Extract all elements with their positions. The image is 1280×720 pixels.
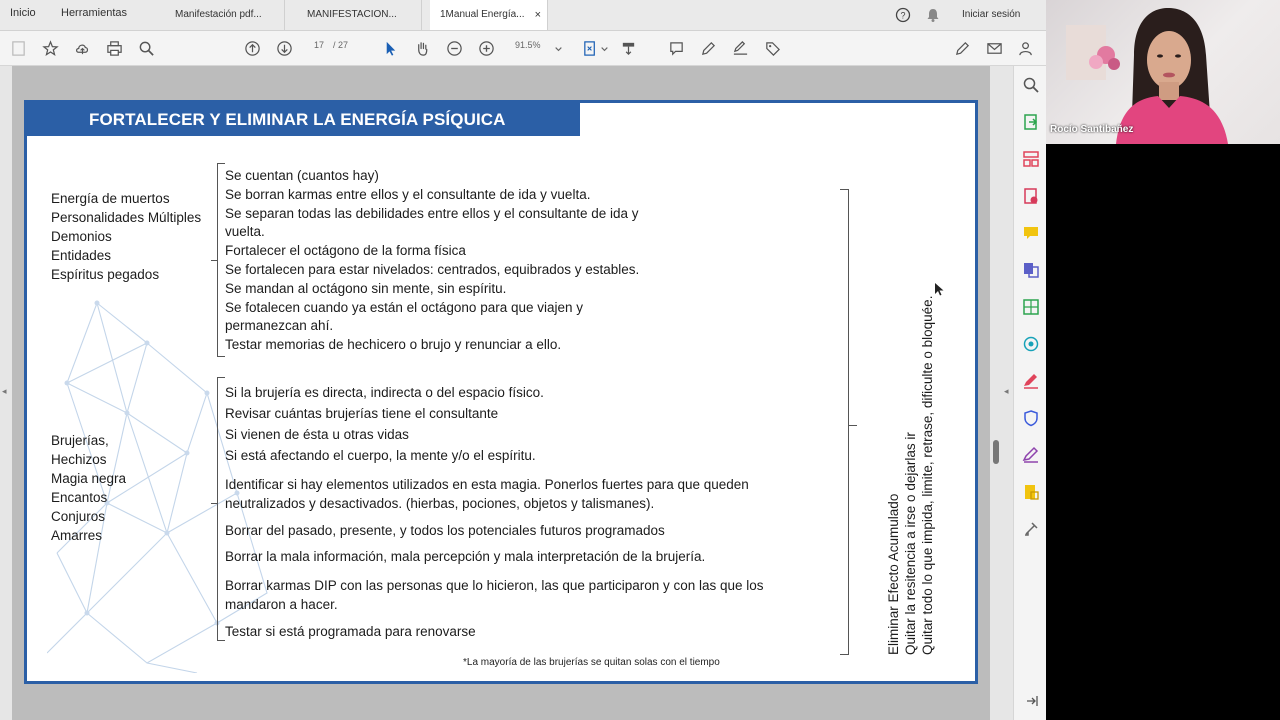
label-item: Personalidades Múltiples: [51, 210, 202, 225]
fill-sign-icon[interactable]: [1022, 372, 1040, 390]
vertical-line: Quitar todo lo que impida, limite, retrase, dificulte o bloquée.: [920, 295, 935, 655]
create-pdf-icon[interactable]: [1022, 187, 1040, 205]
combine-files-icon[interactable]: [1022, 261, 1040, 279]
list-item: Si vienen de ésta u otras vidas: [225, 427, 409, 442]
list-item: neutralizados y desactivados. (hierbas, pociones, objetos y talismanes).: [225, 496, 655, 511]
chevron-down-icon[interactable]: [594, 38, 614, 58]
comment-icon[interactable]: [666, 38, 686, 58]
tab-document-2[interactable]: [297, 0, 422, 30]
svg-text:?: ?: [900, 10, 906, 21]
label-item: Energía de muertos: [51, 191, 170, 206]
list-item: Borrar del pasado, presente, y todos los potenciales futuros programados: [225, 522, 665, 538]
list-item: Se separan todas las debilidades entre ellos y el consultante de ida y: [225, 205, 639, 221]
label-item: Encantos: [51, 490, 108, 505]
list-item: Se borran karmas entre ellos y el consultante de ida y vuelta.: [225, 186, 591, 202]
document-viewer[interactable]: [12, 66, 990, 720]
vertical-scrollbar[interactable]: [992, 66, 1000, 720]
left-panel-arrow-icon[interactable]: ◂: [2, 386, 7, 396]
label-item: Conjuros: [51, 509, 106, 524]
comment-tool-icon[interactable]: [1022, 224, 1040, 242]
group1-labels: [51, 189, 201, 284]
vertical-line: Quitar la resitencia a irse o dejarlas ir: [903, 432, 918, 655]
group1-items: [225, 167, 639, 355]
label-item: Amarres: [51, 528, 103, 543]
vertical-line: Eliminar Efecto Acumulado: [886, 493, 901, 655]
edit-pen-icon[interactable]: [952, 38, 972, 58]
video-tile: [1046, 0, 1280, 144]
mail-icon[interactable]: [984, 38, 1004, 58]
tab-document-1[interactable]: [165, 0, 285, 30]
label-item: Espíritus pegados: [51, 267, 160, 282]
tab-label: Manifestación pdf...: [175, 9, 262, 20]
pen-icon[interactable]: [698, 38, 718, 58]
print-icon[interactable]: [104, 38, 124, 58]
list-item: Si la brujería es directa, indirecta o del espacio físico.: [225, 385, 544, 400]
pdf-page: [24, 100, 978, 684]
send-for-review-icon[interactable]: [1022, 483, 1040, 501]
participant-video-icon: [1046, 0, 1280, 144]
list-item: Revisar cuántas brujerías tiene el consultante: [225, 406, 499, 421]
previous-page-icon[interactable]: [242, 38, 262, 58]
close-tab-icon[interactable]: ×: [534, 9, 541, 21]
group2-labels: [51, 431, 126, 545]
list-item: Identificar si hay elementos utilizados en esta magia. Ponerlos fuertes para que queden: [225, 476, 749, 492]
star-icon[interactable]: [40, 38, 60, 58]
list-item: Se fotalecen cuando ya están el octágono para que viajen y: [225, 299, 584, 315]
label-item: Entidades: [51, 248, 112, 263]
page-number-input[interactable]: 17: [314, 40, 325, 50]
list-item: Testar memorias de hechicero o brujo y renunciar a ello.: [225, 337, 562, 353]
select-cursor-icon[interactable]: [380, 38, 400, 58]
tab-document-3[interactable]: [430, 0, 548, 30]
menu-home[interactable]: Inicio: [10, 7, 36, 19]
menu-tools[interactable]: Herramientas: [61, 7, 128, 19]
bracket-right: [840, 189, 849, 655]
list-item: permanezcan ahí.: [225, 318, 334, 334]
zoom-in-icon[interactable]: [476, 38, 496, 58]
protect-shield-icon[interactable]: [1022, 409, 1040, 427]
upload-cloud-icon[interactable]: [72, 38, 92, 58]
zoom-out-icon[interactable]: [444, 38, 464, 58]
chevron-down-icon[interactable]: [548, 38, 568, 58]
export-pdf-icon[interactable]: [1022, 113, 1040, 131]
sign-in-link[interactable]: Iniciar sesión: [962, 9, 1021, 20]
zoom-search-icon[interactable]: [1022, 76, 1040, 94]
tag-icon[interactable]: [762, 38, 782, 58]
page-total: / 27: [333, 40, 349, 50]
page-title: FORTALECER Y ELIMINAR LA ENERGÍA PSÍQUICA: [89, 110, 506, 129]
edit-pdf-icon[interactable]: [1022, 298, 1040, 316]
scrollbar-thumb[interactable]: [993, 440, 999, 464]
search-icon[interactable]: [136, 38, 156, 58]
list-item: vuelta.: [225, 224, 265, 240]
sign-icon[interactable]: [730, 38, 750, 58]
list-item: Testar si está programada para renovarse: [225, 623, 476, 639]
list-item: Fortalecer el octágono de la forma física: [225, 243, 466, 259]
tab-bar: [0, 0, 1046, 31]
group2-items: [225, 383, 764, 641]
label-item: Brujerías,: [51, 433, 109, 448]
request-signature-icon[interactable]: [1022, 446, 1040, 464]
tab-label: 1Manual Energía...: [440, 9, 525, 20]
bracket-group1: [217, 163, 225, 357]
scan-ocr-icon[interactable]: [1022, 335, 1040, 353]
zoom-level-select[interactable]: 91.5%: [515, 40, 541, 50]
organize-pages-icon[interactable]: [1022, 150, 1040, 168]
list-item: Se cuentan (cuantos hay): [225, 168, 379, 183]
label-item: Hechizos: [51, 452, 107, 467]
tools-pane: [1013, 66, 1046, 720]
mouse-cursor-icon: [935, 283, 944, 296]
title-band: [27, 103, 580, 136]
footnote: *La mayoría de las brujerías se quitan solas con el tiempo: [463, 657, 720, 668]
bracket-tick: [211, 503, 218, 504]
list-item: mandaron a hacer.: [225, 597, 338, 612]
create-icon[interactable]: [8, 38, 28, 58]
list-item: Si está afectando el cuerpo, la mente y/o el espíritu.: [225, 448, 536, 463]
hand-tool-icon[interactable]: [412, 38, 432, 58]
right-panel-arrow-icon[interactable]: ◂: [1004, 386, 1009, 396]
participant-name: Rocío Santibañez: [1050, 124, 1134, 135]
tab-label: MANIFESTACION...: [307, 9, 397, 20]
list-item: Se mandan al octágono sin mente, sin espíritu.: [225, 280, 507, 296]
main-toolbar: [0, 31, 1046, 66]
label-item: Demonios: [51, 229, 112, 244]
next-page-icon[interactable]: [274, 38, 294, 58]
bracket-tick: [211, 260, 218, 261]
bracket-group2: [217, 377, 225, 641]
more-tools-icon[interactable]: [1022, 520, 1040, 538]
bell-icon[interactable]: [926, 0, 940, 30]
share-user-icon[interactable]: [1016, 38, 1036, 58]
bracket-tick: [849, 425, 857, 426]
scroll-mode-icon[interactable]: [618, 38, 638, 58]
collapse-pane-icon[interactable]: [1022, 692, 1040, 710]
list-item: Borrar karmas DIP con las personas que lo hicieron, las que participaron y con las que los: [225, 577, 764, 593]
list-item: Borrar la mala información, mala percepción y mala interpretación de la brujería.: [225, 549, 706, 564]
vertical-text-block: [885, 296, 936, 655]
label-item: Magia negra: [51, 471, 127, 486]
list-item: Se fortalecen para estar nivelados: centrados, equibrados y estables.: [225, 261, 640, 277]
help-icon[interactable]: [895, 0, 911, 30]
